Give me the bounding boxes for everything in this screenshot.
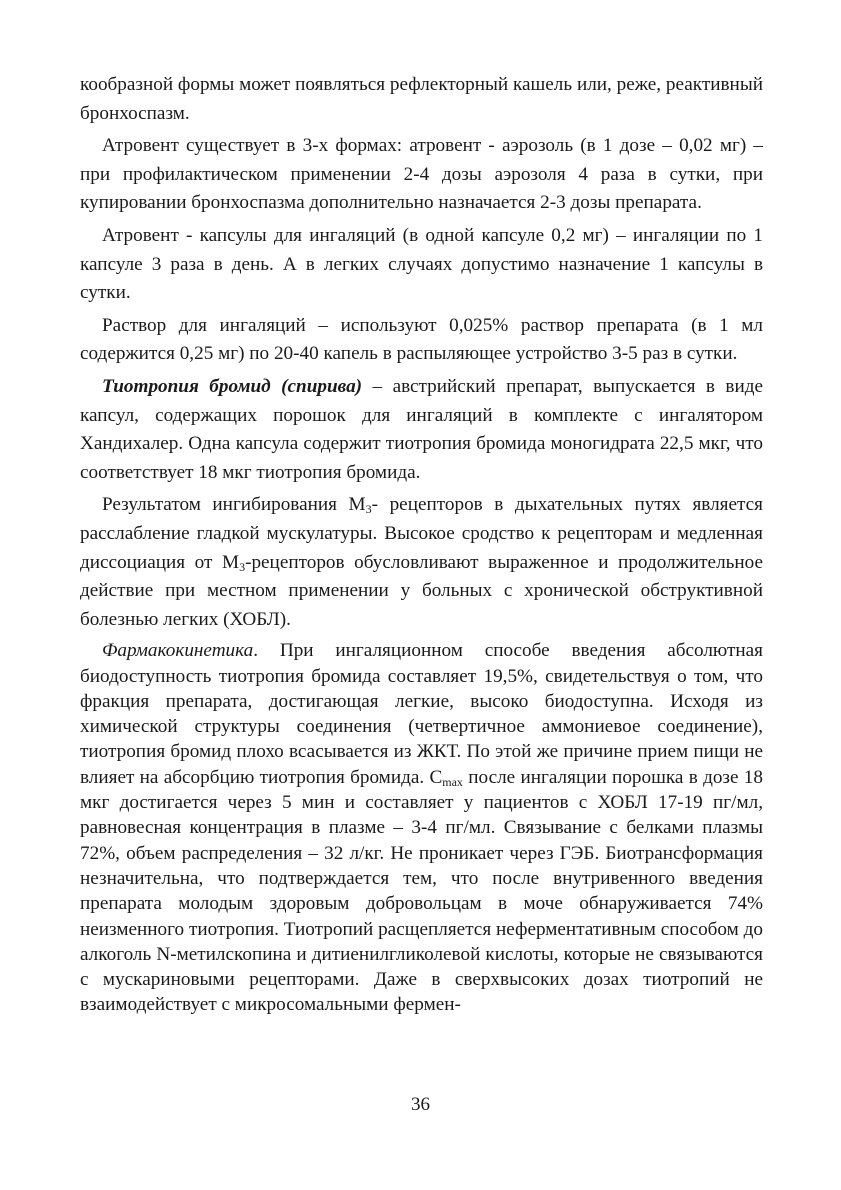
paragraph-atrovent-forms: Атровент существует в 3-х формах: атровент - аэрозоль (в 1 дозе – 0,02 мг) – при профилактическом применении 2-4 дозы аэрозоля 4 раза в сутки, при купировании бронхоспазма дополнительно назначается 2-3 дозы препарата. bbox=[80, 135, 763, 214]
m3-text-b: - рецепторов в дыхательных путях является расслабление гладкой мускулатуры. Высокое сродство к рецепторам и медленная диссоциация от М bbox=[80, 494, 763, 573]
page-number: 36 bbox=[411, 1094, 430, 1115]
term-tiotropium-bromide: Тиотропия бромид (спирива) bbox=[102, 375, 363, 397]
paragraph-cough-continuation: кообразной формы может появляться рефлекторный кашель или, реже, реактивный бронхоспазм. bbox=[80, 74, 763, 124]
paragraph-atrovent-capsules: Атровент - капсулы для ингаляций (в одной капсуле 0,2 мг) – ингаляции по 1 капсуле 3 раза в день. А в легких случаях допустимо назначение 1 капсулы в сутки. bbox=[80, 224, 763, 304]
pharmacokinetics-text-a: . При ингаляционном способе введения абсолютная биодоступность тиотропия бромида составляет 19,5%, свидетельствуя о том, что фракция препарата, достигающая легкие, высоко биодоступна. Исходя из химической структуры соединения (четвертичное аммониевое соединение), тиотропия бромид плохо всасывается из ЖКТ. По этой же причине прием пищи не влияет на абсорбцию тиотропия бромида. C bbox=[80, 640, 763, 788]
paragraph-tiotropium-text: – австрийский препарат, выпускается в виде капсул, содержащих порошок для ингаляций в комплекте с ингалятором Хандихалер. Одна капсула содержит тиотропия бромида моногидрата 22,5 мкг, что соответствует 18 мкг тиотропия бромида. bbox=[80, 375, 763, 483]
paragraph-m3-receptors bbox=[80, 491, 763, 634]
m3-subscript-1: 3 bbox=[365, 502, 372, 517]
paragraph-inhalation-solution: Раствор для ингаляций – используют 0,025% раствор препарата (в 1 мл содержится 0,25 мг) по 20-40 капель в распыляющее устройство 3-5 раз в сутки. bbox=[80, 314, 763, 365]
m3-subscript-2: 3 bbox=[239, 559, 246, 574]
m3-text-c: -рецепторов обусловливают выраженное и продолжительное действие при местном применении у больных с хронической обструктивной болезнью легких (ХОБЛ). bbox=[80, 551, 764, 630]
term-pharmacokinetics: Фармакокинетика bbox=[102, 640, 254, 662]
paragraph-tiotropium bbox=[80, 373, 763, 487]
pharmacokinetics-text-b: после ингаляции порошка в дозе 18 мкг достигается через 5 мин и составляет у пациентов с ХОБЛ 17-19 пг/мл, равновесная концентрация в плазме – 3-4 пг/мл. Связывание с белками плазмы 72%, объем распределения – 32 л/кг. Не проникает через ГЭБ. Биотрансформация незначительна, что подтверждается тем, что после внутривенного введения препарата молодым здоровым добровольцам в моче обнаруживается 74% неизменного тиотропия. Тиотропий расщепляется неферментативным способом до алкоголь N-метилскопина и дитиенилгликолевой кислоты, которые не связываются с мускариновыми рецепторами. Даже в сверхвысоких дозах тиотропий не взаимодействует с микросомальными фермен- bbox=[80, 766, 763, 1016]
m3-text-a: Результатом ингибирования М bbox=[102, 494, 366, 516]
cmax-subscript: max bbox=[442, 774, 463, 789]
page-body bbox=[80, 71, 763, 1022]
paragraph-pharmacokinetics bbox=[80, 638, 763, 1017]
